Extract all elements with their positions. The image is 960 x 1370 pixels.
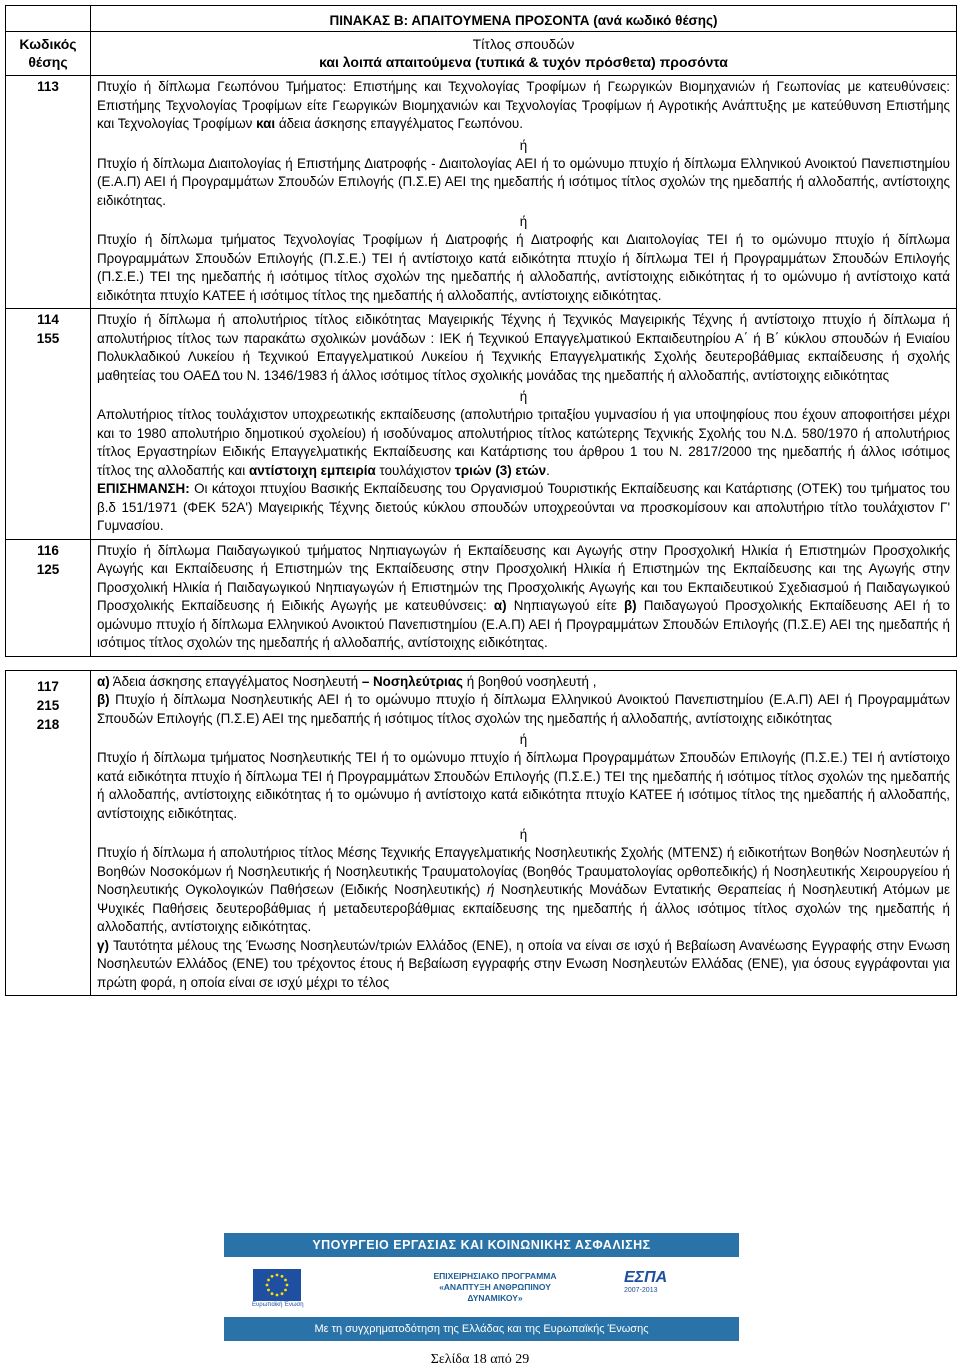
or-separator: ή	[519, 827, 528, 842]
position-code: 114 155	[6, 309, 91, 540]
espa-logo: ΕΣΠΑ 2007-2013	[624, 1269, 668, 1294]
requirement-text: Πτυχίο ή δίπλωμα Γεωπόνου Τμήματος: Επιστήμης και Τεχνολογίας Τροφίμων ή Γεωργικών Βιομηχανιών ή Γεωπονίας με κατευθύνσεις: Επιστήμης Τεχνολογίας Τροφίμων είτε Γεωργικών Βιομηχανιών και Τεχνολογίας Τροφίμων ή Αγροτικής Ανάπτυξης με κατεύθυνση Επιστήμης και Τεχνολογίας Τροφίμων και άδεια άσκησης επαγγέλματος Γεωπόνου.	[97, 79, 950, 131]
table-row	[6, 76, 957, 309]
eu-caption: Ευρωπαϊκή Ένωση	[252, 1302, 304, 1308]
requirement-text: β) Πτυχίο ή δίπλωμα Νοσηλευτικής ΑΕΙ ή το ομώνυμο πτυχίο ή δίπλωμα Ελληνικού Ανοικτού Πανεπιστημίου (Ε.Α.Π) ΑΕΙ ή Προγραμμάτων Σπουδών Επιλογής (Π.Σ.Ε) ΑΕΙ της ημεδαπής ή ισότιμος τίτλος σχολών της ημεδαπής ή αλλοδαπής, αντίστοιχης ειδικότητας	[97, 692, 950, 726]
or-separator: ή	[519, 732, 528, 747]
page-number: Σελίδα 18 από 29	[430, 1352, 530, 1367]
table-header-row	[6, 32, 957, 76]
header-title: Τίτλος σπουδών και λοιπά απαιτούμενα (τυπικά & τυχόν πρόσθετα) προσόντα	[91, 32, 957, 76]
header-code: Κωδικός θέσης	[6, 32, 91, 76]
program-logo-text: ΕΠΙΧΕΙΡΗΣΙΑΚΟ ΠΡΟΓΡΑΜΜΑ «ΑΝΑΠΤΥΞΗ ΑΝΘΡΩΠΙΝΟΥ ΔΥΝΑΜΙΚΟΥ»	[433, 1271, 557, 1303]
requirements-table	[5, 5, 957, 996]
table-row	[6, 670, 957, 996]
eu-flag-icon	[253, 1269, 301, 1301]
requirements-cell	[91, 76, 957, 309]
table-row	[6, 539, 957, 656]
funding-banner	[224, 1233, 739, 1341]
requirement-text: Πτυχίο ή δίπλωμα ή απολυτήριος τίτλος Μέσης Τεχνικής Επαγγελματικής Νοσηλευτικής Σχολής (ΜΤΕΝΣ) ή ειδικοτήτων Βοηθών Νοσηλευτών ή Βοηθών Νοσοκόμων ή Νοσηλευτικής ή Νοσηλευτικής Τραυματολογίας (Βοηθός Τραυματολογίας ορθοπεδικής) ή Νοσηλευτικής Χειρουργείου ή Νοσηλευτικής Ογκολογικών Παθήσεων (Ειδικής Νοσηλευτικής) ή Νοσηλευτικής Μονάδων Εντατικής Θεραπείας ή Νοσηλευτική Ατόμων με Ψυχικές Παθήσεις δευτεροβάθμιας ή μεταδευτεροβάθμιας εκπαίδευσης της ημεδαπής ή άλλος ισότιμος τίτλος σχολών της ημεδαπής ή αλλοδαπής, αντίστοιχης ειδικότητας.	[97, 845, 950, 934]
table-title-row	[6, 6, 957, 32]
document-page	[5, 5, 957, 996]
requirement-text: Πτυχίο ή δίπλωμα τμήματος Τεχνολογίας Τροφίμων ή Διατροφής ή Διατροφής και Διαιτολογίας ΤΕΙ ή το ομώνυμο πτυχίο ή δίπλωμα Προγραμμάτων Σπουδών Επιλογής (Π.Σ.Ε.) ΤΕΙ ή αντίστοιχο κατά ειδικότητα πτυχίο ή δίπλωμα ΤΕΙ ή Προγραμμάτων Σπουδών Επιλογής (Π.Σ.Ε.) ΤΕΙ της ημεδαπής ή ισότιμος τίτλος σχολών της ημεδαπής ή αλλοδαπής, αντίστοιχης ειδικότητας ή το ομώνυμο ή αντίστοιχο κατά ειδικότητα πτυχίο ΚΑΤΕΕ ή ισότιμος τίτλος της ημεδαπής ή αλλοδαπής, αντίστοιχης ειδικότητας.	[97, 232, 950, 303]
position-code: 116 125	[6, 539, 91, 656]
note-text: ΕΠΙΣΗΜΑΝΣΗ: Οι κάτοχοι πτυχίου Βασικής Εκπαίδευσης του Οργανισμού Τουριστικής Εκπαίδευσης και Κατάρτισης (ΟΤΕΚ) του τμήματος του β.δ 151/1971 (ΦΕΚ 52Α') Μαγειρικής Τέχνης διετούς κύκλου σπουδών υποχρεούνται να προσκομίσουν και απολυτήριο τίτλο τουλάχιστον Γ' Γυμνασίου.	[97, 481, 950, 533]
requirements-cell	[91, 309, 957, 540]
table-title: ΠΙΝΑΚΑΣ Β: ΑΠΑΙΤΟΥΜΕΝΑ ΠΡΟΣΟΝΤΑ (ανά κωδικό θέσης)	[91, 6, 957, 32]
position-code: 113	[6, 76, 91, 309]
logos-strip	[224, 1257, 739, 1317]
table-row	[6, 309, 957, 540]
requirement-text: γ) Ταυτότητα μέλους της Ένωσης Νοσηλευτών/τριών Ελλάδος (ΕΝΕ), η οποία να είναι σε ισχύ ή Βεβαίωση Ανανέωσης Εγγραφής στην Ενωση Νοσηλευτών Ελλάδος (ΕΝΕ) του τρέχοντος έτους ή Βεβαίωση εγγραφής στην Ενωση Νοσηλευτών Ελλάδας (ΕΝΕ), για όσους εγγράφονται για πρώτη φορά, η οποία είναι σε ισχύ μέχρι το τέλος	[97, 937, 951, 990]
requirement-text: α) Άδεια άσκησης επαγγέλματος Νοσηλευτή – Νοσηλεύτριας ή βοηθού νοσηλευτή ,	[97, 673, 597, 689]
requirement-text: Απολυτήριος τίτλος τουλάχιστον υποχρεωτικής εκπαίδευσης (απολυτήριο τριταξίου γυμνασίου ή για υποψηφίους που έχουν αποφοιτήσει μέχρι και το 1980 απολυτήριο δημοτικού σχολείου) ή ισοδύναμος απολυτήριος τίτλος κατώτερης Τεχνικής Σχολής του Ν.Δ. 580/1970 ή απολυτήριος τίτλος Εργαστηρίων Ειδικής Επαγγελματικής Εκπαίδευσης και Κατάρτισης του άρθρου 1 του Ν. 2817/2000 της ημεδαπής ή άλλος ισότιμος τίτλος της αλλοδαπής και αντίστοιχη εμπειρία τουλάχιστον τριών (3) ετών.	[97, 407, 950, 478]
requirement-text: Πτυχίο ή δίπλωμα Διαιτολογίας ή Επιστήμης Διατροφής - Διαιτολογίας ΑΕΙ ή το ομώνυμο πτυχίο ή δίπλωμα Ελληνικού Ανοικτού Πανεπιστημίου (Ε.Α.Π) ΑΕΙ ή Προγραμμάτων Σπουδών Επιλογής (Π.Σ.Ε) ΑΕΙ της ημεδαπής ή ισότιμος τίτλος σχολών της ημεδαπής ή αλλοδαπής, αντίστοιχης ειδικότητας.	[97, 155, 950, 208]
or-separator: ή	[519, 389, 528, 404]
cofunding-slogan: Με τη συγχρηματοδότηση της Ελλάδας και της Ευρωπαϊκής Ένωσης	[224, 1317, 739, 1341]
requirements-cell	[91, 670, 957, 996]
or-separator: ή	[519, 214, 528, 229]
position-code: 117 215 218	[6, 670, 91, 996]
requirement-text: Πτυχίο ή δίπλωμα τμήματος Νοσηλευτικής ΤΕΙ ή το ομώνυμο πτυχίο ή δίπλωμα Προγραμμάτων Σπουδών Επιλογής (Π.Σ.Ε.) ΤΕΙ ή αντίστοιχο κατά ειδικότητα πτυχίο ή δίπλωμα ΤΕΙ ή Προγραμμάτων Σπουδών Επιλογής (Π.Σ.Ε.) ΤΕΙ της ημεδαπής ή ισότιμος τίτλος σχολών της ημεδαπής ή αλλοδαπής, αντίστοιχης ειδικότητας ή το ομώνυμο ή αντίστοιχο κατά ειδικότητα πτυχίο ΚΑΤΕΕ ή ισότιμος τίτλος της ημεδαπής ή αλλοδαπής, αντίστοιχης ειδικότητας.	[97, 750, 950, 821]
requirements-cell	[91, 539, 957, 656]
requirement-text: Πτυχίο ή δίπλωμα Παιδαγωγικού τμήματος Νηπιαγωγών ή Εκπαίδευσης και Αγωγής στην Προσχολική Ηλικία ή Επιστημών Προσχολικής Αγωγής και Εκπαίδευσης ή Επιστημών της Εκπαίδευσης στην Προσχολική Ηλικία ή Επιστημών της Εκπαίδευσης και της Αγωγής στην Προσχολική Ηλικία ή Παιδαγωγικού Νηπιαγωγών ή Επιστημών της Προσχολικής Αγωγής και του Εκπαιδευτικού Σχεδιασμού ή Παιδαγωγικού Προσχολικής Εκπαίδευσης ή Ειδικής Αγωγής με κατευθύνσεις: α) Νηπιαγωγού είτε β) Παιδαγωγού Προσχολικής Εκπαίδευσης ΑΕΙ ή το ομώνυμο πτυχίο ή δίπλωμα Ελληνικού Ανοικτού Πανεπιστημίου (Ε.Α.Π) ΑΕΙ ή Προγραμμάτων Σπουδών Επιλογής (Π.Σ.Ε) ΑΕΙ της ημεδαπής ή ισότιμος τίτλος σχολών της ημεδαπής ή αλλοδαπής, αντίστοιχης ειδικότητας.	[97, 542, 950, 650]
or-separator: ή	[519, 137, 528, 153]
requirement-text: Πτυχίο ή δίπλωμα ή απολυτήριος τίτλος ειδικότητας Μαγειρικής Τέχνης ή Τεχνικός Μαγειρικής Τέχνης ή αντίστοιχο πτυχίο ή δίπλωμα ή απολυτήριος τίτλος των παρακάτω σχολικών μονάδων : ΙΕΚ ή Τεχνικού Επαγγελματικού Εκπαιδευτηρίου Α΄ ή Β΄ κύκλου σπουδών ή Ενιαίου Πολυκλαδικού Λυκείου ή Τεχνικού Επαγγελματικού Λυκείου ή Τεχνικής Επαγγελματικής Σχολής δευτεροβάθμιας εκπαίδευσης ή σχολής μαθητείας του ΟΑΕΔ του Ν. 1346/1983 ή άλλος ισότιμος τίτλος σχολικής μονάδας της ημεδαπής ή αλλοδαπής, αντίστοιχης ειδικότητας	[97, 312, 950, 383]
ministry-title: ΥΠΟΥΡΓΕΙΟ ΕΡΓΑΣΙΑΣ ΚΑΙ ΚΟΙΝΩΝΙΚΗΣ ΑΣΦΑΛΙΣΗΣ	[224, 1233, 739, 1257]
